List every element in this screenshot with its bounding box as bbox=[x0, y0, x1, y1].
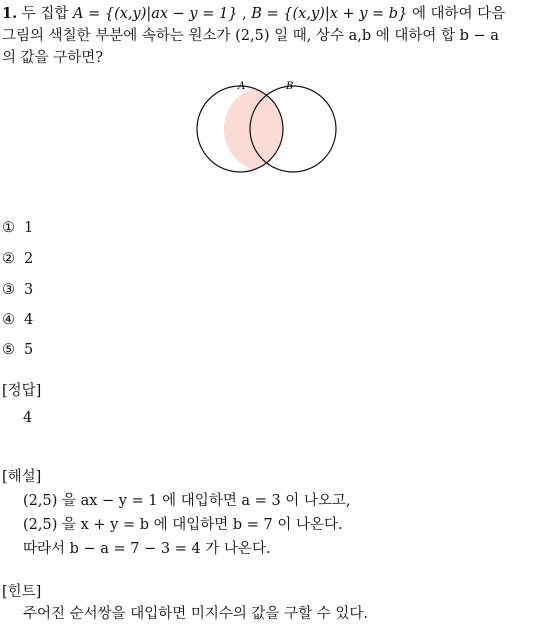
question-line-1 bbox=[2, 4, 505, 24]
set-a-definition: A = {(x,y)|ax − y = 1} bbox=[73, 6, 238, 22]
question-intro: 두 집합 bbox=[21, 6, 69, 22]
choice-mark: ⑤ bbox=[2, 342, 15, 358]
question-number: 1. bbox=[2, 5, 18, 22]
explanation-line-2: (2,5) 을 x + y = b 에 대입하면 b = 7 이 나온다. bbox=[23, 517, 343, 533]
choice-value: 2 bbox=[24, 251, 34, 267]
question-line-1-tail: 에 대하여 다음 bbox=[411, 6, 506, 22]
choice-5[interactable] bbox=[2, 340, 33, 360]
choice-value: 1 bbox=[24, 220, 34, 236]
choice-value: 5 bbox=[24, 342, 34, 358]
answer-label: [정답] bbox=[2, 383, 42, 399]
choice-value: 4 bbox=[24, 312, 34, 328]
explanation-label: [해설] bbox=[2, 469, 42, 485]
choice-2[interactable] bbox=[2, 249, 33, 269]
choice-4[interactable] bbox=[2, 310, 33, 330]
set-b-label: B bbox=[286, 81, 294, 92]
question-line-3: 의 값을 구하면? bbox=[2, 50, 104, 66]
choice-value: 3 bbox=[24, 282, 34, 298]
choice-3[interactable] bbox=[2, 280, 33, 300]
answer-value: 4 bbox=[23, 410, 33, 426]
set-separator: , bbox=[242, 6, 247, 22]
venn-diagram bbox=[180, 72, 360, 182]
explanation-line-3: 따라서 b − a = 7 − 3 = 4 가 나온다. bbox=[23, 541, 271, 557]
choice-mark: ① bbox=[2, 220, 15, 236]
choice-mark: ② bbox=[2, 251, 15, 267]
choice-1[interactable] bbox=[2, 218, 33, 238]
explanation-line-1: (2,5) 을 ax − y = 1 에 대입하면 a = 3 이 나오고, bbox=[23, 493, 351, 509]
question-line-2: 그림의 색칠한 부분에 속하는 원소가 (2,5) 일 때, 상수 a,b 에 대하여 합 b − a bbox=[2, 28, 499, 44]
hint-text: 주어진 순서쌍을 대입하면 미지수의 값을 구할 수 있다. bbox=[23, 606, 369, 622]
set-b-definition: B = {(x,y)|x + y = b} bbox=[251, 6, 408, 22]
hint-label: [힌트] bbox=[2, 584, 42, 600]
choice-mark: ③ bbox=[2, 282, 15, 298]
choice-mark: ④ bbox=[2, 312, 15, 328]
intersection-shaded-region bbox=[224, 86, 310, 172]
set-a-label: A bbox=[238, 81, 246, 92]
